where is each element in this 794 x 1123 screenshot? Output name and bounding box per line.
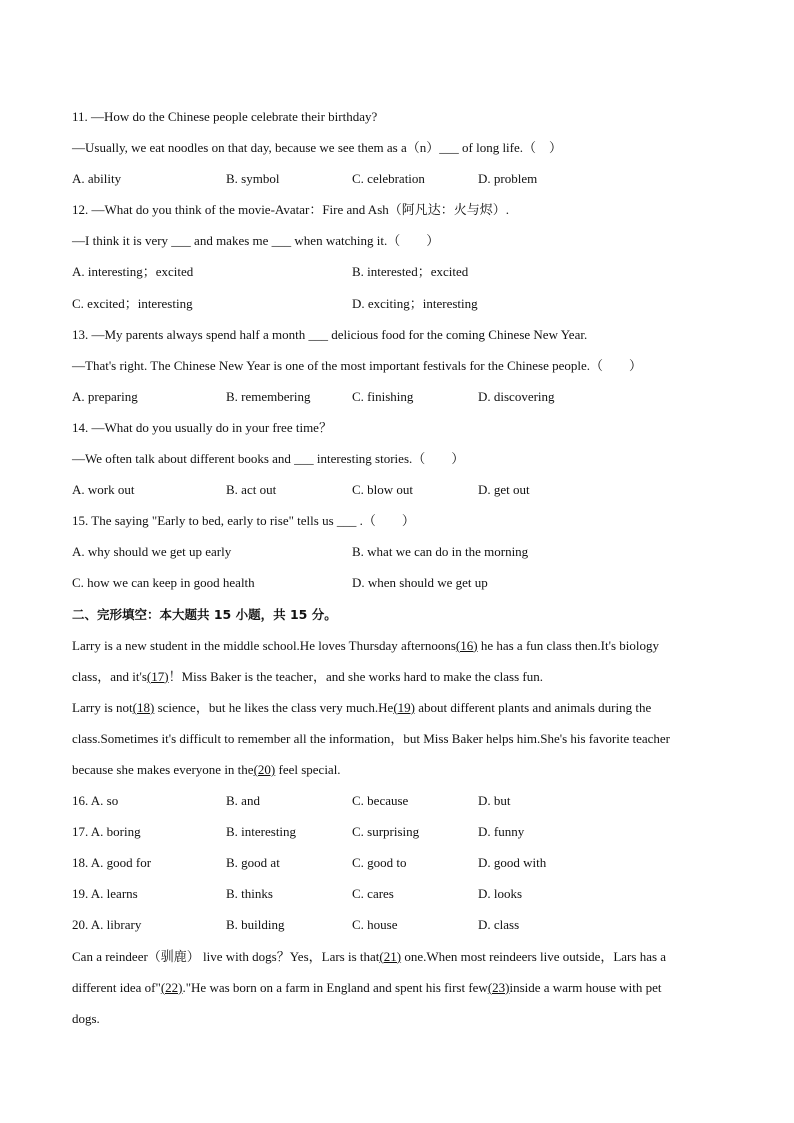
blank-17: (17) — [146, 668, 169, 684]
option-c: C. celebration — [352, 171, 425, 187]
cloze-options-16 — [72, 785, 732, 816]
option-b: B. what we can do in the morning — [352, 544, 529, 560]
option-c: C. house — [352, 917, 398, 933]
option-d: D. when should we get up — [352, 575, 488, 591]
option-c: C. surprising — [352, 824, 420, 840]
option-c: C. finishing — [352, 388, 414, 404]
option-c: C. good to — [352, 855, 407, 871]
option-a: A. why should we get up early — [72, 544, 232, 560]
question-15-options-row-2 — [72, 567, 732, 598]
question-12-stem-2: —I think it is very ___ and makes me ___ when watching it.（ ） — [72, 233, 440, 249]
question-11-options — [72, 163, 732, 194]
cloze-options-18 — [72, 847, 732, 878]
option-d: D. funny — [478, 824, 525, 840]
question-14-stem-2: —We often talk about different books and ___ interesting stories.（ ） — [72, 451, 465, 467]
option-d: D. looks — [478, 886, 523, 902]
option-c: C. how we can keep in good health — [72, 575, 255, 591]
option-c: C. excited；interesting — [72, 295, 193, 311]
option-b: B. building — [226, 917, 285, 933]
cloze-options-19 — [72, 878, 732, 909]
question-11-stem-2: —Usually, we eat noodles on that day, because we see them as a（n）___ of long life.（ ） — [72, 140, 563, 156]
question-15-options-row-1 — [72, 536, 732, 567]
blank-20: (20) — [253, 761, 276, 777]
passage-1-line-2: class，and it's(17)！Miss Baker is the teacher，and she works hard to make the class fun. — [72, 668, 543, 684]
option-a: A. preparing — [72, 388, 138, 404]
option-d: D. good with — [478, 855, 547, 871]
option-a: 17. A. boring — [72, 824, 141, 840]
option-b: B. interested；excited — [352, 264, 469, 280]
blank-21: (21) — [379, 948, 402, 964]
option-a: 16. A. so — [72, 793, 119, 809]
blank-18: (18) — [132, 699, 155, 715]
question-11-stem-1: 11. —How do the Chinese people celebrate their birthday? — [72, 109, 378, 124]
option-a: 18. A. good for — [72, 855, 152, 871]
blank-23: (23) — [487, 979, 510, 995]
passage-1-line-3: Larry is not(18) science，but he likes the class very much.He(19) about different plants and animals during the — [72, 699, 652, 715]
passage-2-line-2: different idea of"(22)."He was born on a farm in England and spent his first few(23)inside a warm house with pet — [72, 979, 662, 995]
option-a: 19. A. learns — [72, 886, 138, 902]
question-14-options — [72, 474, 732, 505]
option-b: B. remembering — [226, 388, 311, 404]
option-c: C. blow out — [352, 482, 414, 498]
question-12-options-row-1 — [72, 256, 732, 287]
question-12-options-row-2 — [72, 288, 732, 319]
passage-2-line-3: dogs. — [72, 1010, 100, 1026]
option-b: B. thinks — [226, 886, 273, 902]
blank-19: (19) — [393, 699, 415, 715]
question-13-stem-1: 13. —My parents always spend half a month ___ delicious food for the coming Chinese New Year. — [72, 326, 588, 342]
question-13-options — [72, 381, 732, 412]
passage-1-line-5: because she makes everyone in the(20) feel special. — [72, 761, 341, 777]
option-d: D. discovering — [478, 388, 555, 404]
option-c: C. cares — [352, 886, 394, 902]
question-12-stem-1: 12. —What do you think of the movie-Avatar：Fire and Ash（阿凡达：火与烬）. — [72, 202, 510, 218]
option-a: A. ability — [72, 171, 122, 187]
option-b: B. good at — [226, 855, 280, 871]
question-13-stem-2: —That's right. The Chinese New Year is one of the most important festivals for the Chinese people.（ ） — [72, 357, 643, 373]
passage-1-line-4: class.Sometimes it's difficult to remember all the information，but Miss Baker helps him.She's his favorite teacher — [72, 730, 670, 746]
passage-2-line-1: Can a reindeer（驯鹿） live with dogs？Yes，Lars is that(21) one.When most reindeers live outside，Lars has a — [72, 948, 667, 964]
option-a: A. work out — [72, 482, 135, 498]
option-a: A. interesting；excited — [72, 264, 194, 280]
option-d: D. exciting；interesting — [352, 295, 478, 311]
cloze-options-17 — [72, 816, 732, 847]
option-d: D. problem — [478, 171, 538, 187]
option-d: D. class — [478, 917, 520, 933]
option-d: D. get out — [478, 482, 530, 498]
question-14-stem-1: 14. —What do you usually do in your free time？ — [72, 419, 332, 435]
blank-16: (16) — [455, 637, 478, 653]
option-c: C. because — [352, 793, 409, 809]
section-heading: 二、完形填空：本大题共 15 小题，共 15 分。 — [72, 606, 337, 622]
question-15-stem: 15. The saying "Early to bed, early to rise" tells us ___ .（ ） — [72, 513, 415, 529]
blank-22: (22) — [160, 979, 183, 995]
passage-1-line-1: Larry is a new student in the middle school.He loves Thursday afternoons(16) he has a fun class then.It's biology — [72, 637, 659, 653]
option-a: 20. A. library — [72, 917, 142, 933]
option-b: B. interesting — [226, 824, 297, 840]
option-b: B. act out — [226, 482, 277, 498]
option-b: B. symbol — [226, 171, 280, 187]
option-b: B. and — [226, 793, 260, 809]
cloze-options-20 — [72, 909, 732, 940]
exam-page — [72, 101, 732, 1034]
option-d: D. but — [478, 793, 511, 809]
